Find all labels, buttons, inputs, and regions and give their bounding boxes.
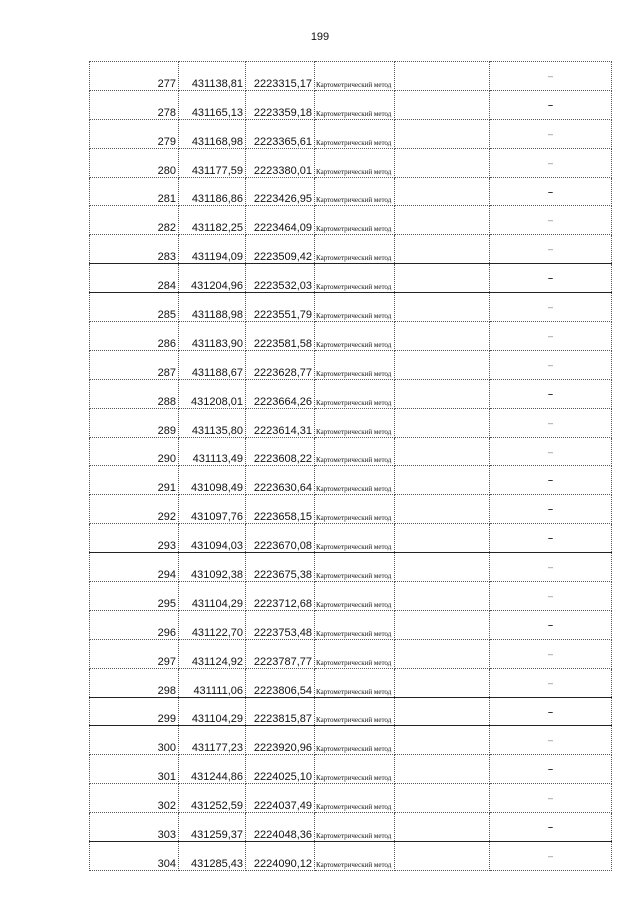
empty-cell bbox=[395, 206, 490, 235]
table-row bbox=[90, 177, 612, 206]
y-coordinate-cell: 2223920,96 bbox=[246, 726, 315, 755]
point-number-cell: 299 bbox=[90, 697, 179, 726]
x-coordinate-cell: 431252,59 bbox=[179, 784, 246, 813]
point-number-cell: 280 bbox=[90, 148, 179, 177]
table-row bbox=[90, 524, 612, 553]
point-number-cell: 295 bbox=[90, 582, 179, 611]
note-cell: – bbox=[490, 350, 612, 379]
table-row bbox=[90, 495, 612, 524]
note-cell: – bbox=[490, 148, 612, 177]
point-number-cell: 286 bbox=[90, 322, 179, 351]
y-coordinate-cell: 2223630,64 bbox=[246, 466, 315, 495]
x-coordinate-cell: 431111,06 bbox=[179, 668, 246, 697]
empty-cell bbox=[395, 350, 490, 379]
note-cell: – bbox=[490, 293, 612, 322]
method-cell: Картометрический метод bbox=[315, 668, 395, 697]
table-row bbox=[90, 610, 612, 639]
x-coordinate-cell: 431204,96 bbox=[179, 264, 246, 293]
note-cell: – bbox=[490, 813, 612, 842]
y-coordinate-cell: 2223628,77 bbox=[246, 350, 315, 379]
y-coordinate-cell: 2223670,08 bbox=[246, 524, 315, 553]
y-coordinate-cell: 2223614,31 bbox=[246, 408, 315, 437]
note-cell: – bbox=[490, 90, 612, 119]
empty-cell bbox=[395, 668, 490, 697]
method-cell: Картометрический метод bbox=[315, 813, 395, 842]
table-row bbox=[90, 408, 612, 437]
x-coordinate-cell: 431259,37 bbox=[179, 813, 246, 842]
method-cell: Картометрический метод bbox=[315, 726, 395, 755]
empty-cell bbox=[395, 524, 490, 553]
y-coordinate-cell: 2223509,42 bbox=[246, 235, 315, 264]
x-coordinate-cell: 431104,29 bbox=[179, 697, 246, 726]
note-cell: – bbox=[490, 524, 612, 553]
table-row bbox=[90, 784, 612, 813]
empty-cell bbox=[395, 119, 490, 148]
empty-cell bbox=[395, 495, 490, 524]
empty-cell bbox=[395, 379, 490, 408]
method-cell: Картометрический метод bbox=[315, 495, 395, 524]
point-number-cell: 282 bbox=[90, 206, 179, 235]
table-row bbox=[90, 755, 612, 784]
x-coordinate-cell: 431165,13 bbox=[179, 90, 246, 119]
x-coordinate-cell: 431124,92 bbox=[179, 639, 246, 668]
y-coordinate-cell: 2223815,87 bbox=[246, 697, 315, 726]
method-cell: Картометрический метод bbox=[315, 206, 395, 235]
point-number-cell: 281 bbox=[90, 177, 179, 206]
x-coordinate-cell: 431177,59 bbox=[179, 148, 246, 177]
method-cell: Картометрический метод bbox=[315, 90, 395, 119]
y-coordinate-cell: 2223753,48 bbox=[246, 610, 315, 639]
empty-cell bbox=[395, 177, 490, 206]
y-coordinate-cell: 2223532,03 bbox=[246, 264, 315, 293]
note-cell: – bbox=[490, 466, 612, 495]
x-coordinate-cell: 431097,76 bbox=[179, 495, 246, 524]
coordinates-table bbox=[89, 61, 612, 871]
y-coordinate-cell: 2223675,38 bbox=[246, 553, 315, 582]
method-cell: Картометрический метод bbox=[315, 119, 395, 148]
note-cell: – bbox=[490, 784, 612, 813]
method-cell: Картометрический метод bbox=[315, 466, 395, 495]
x-coordinate-cell: 431285,43 bbox=[179, 842, 246, 871]
table-row bbox=[90, 842, 612, 871]
table-row bbox=[90, 437, 612, 466]
y-coordinate-cell: 2224037,49 bbox=[246, 784, 315, 813]
point-number-cell: 291 bbox=[90, 466, 179, 495]
method-cell: Картометрический метод bbox=[315, 553, 395, 582]
x-coordinate-cell: 431177,23 bbox=[179, 726, 246, 755]
y-coordinate-cell: 2223365,61 bbox=[246, 119, 315, 148]
method-cell: Картометрический метод bbox=[315, 842, 395, 871]
note-cell: – bbox=[490, 408, 612, 437]
table-row bbox=[90, 813, 612, 842]
note-cell: – bbox=[490, 206, 612, 235]
method-cell: Картометрический метод bbox=[315, 524, 395, 553]
y-coordinate-cell: 2223359,18 bbox=[246, 90, 315, 119]
point-number-cell: 302 bbox=[90, 784, 179, 813]
method-cell: Картометрический метод bbox=[315, 264, 395, 293]
point-number-cell: 285 bbox=[90, 293, 179, 322]
y-coordinate-cell: 2223712,68 bbox=[246, 582, 315, 611]
note-cell: – bbox=[490, 264, 612, 293]
table-row bbox=[90, 639, 612, 668]
note-cell: – bbox=[490, 726, 612, 755]
point-number-cell: 304 bbox=[90, 842, 179, 871]
point-number-cell: 300 bbox=[90, 726, 179, 755]
empty-cell bbox=[395, 264, 490, 293]
note-cell: – bbox=[490, 62, 612, 91]
point-number-cell: 298 bbox=[90, 668, 179, 697]
y-coordinate-cell: 2223608,22 bbox=[246, 437, 315, 466]
point-number-cell: 288 bbox=[90, 379, 179, 408]
x-coordinate-cell: 431104,29 bbox=[179, 582, 246, 611]
note-cell: – bbox=[490, 639, 612, 668]
point-number-cell: 294 bbox=[90, 553, 179, 582]
y-coordinate-cell: 2224025,10 bbox=[246, 755, 315, 784]
note-cell: – bbox=[490, 177, 612, 206]
point-number-cell: 277 bbox=[90, 62, 179, 91]
x-coordinate-cell: 431183,90 bbox=[179, 322, 246, 351]
y-coordinate-cell: 2223380,01 bbox=[246, 148, 315, 177]
empty-cell bbox=[395, 697, 490, 726]
x-coordinate-cell: 431188,67 bbox=[179, 350, 246, 379]
x-coordinate-cell: 431122,70 bbox=[179, 610, 246, 639]
point-number-cell: 301 bbox=[90, 755, 179, 784]
y-coordinate-cell: 2223806,54 bbox=[246, 668, 315, 697]
method-cell: Картометрический метод bbox=[315, 293, 395, 322]
point-number-cell: 284 bbox=[90, 264, 179, 293]
table-row bbox=[90, 322, 612, 351]
method-cell: Картометрический метод bbox=[315, 755, 395, 784]
y-coordinate-cell: 2224048,36 bbox=[246, 813, 315, 842]
note-cell: – bbox=[490, 495, 612, 524]
x-coordinate-cell: 431244,86 bbox=[179, 755, 246, 784]
x-coordinate-cell: 431135,80 bbox=[179, 408, 246, 437]
note-cell: – bbox=[490, 668, 612, 697]
y-coordinate-cell: 2224090,12 bbox=[246, 842, 315, 871]
point-number-cell: 289 bbox=[90, 408, 179, 437]
table-row bbox=[90, 264, 612, 293]
method-cell: Картометрический метод bbox=[315, 437, 395, 466]
empty-cell bbox=[395, 322, 490, 351]
table-row bbox=[90, 90, 612, 119]
method-cell: Картометрический метод bbox=[315, 322, 395, 351]
note-cell: – bbox=[490, 379, 612, 408]
page-number: 199 bbox=[310, 31, 330, 43]
table-row bbox=[90, 726, 612, 755]
y-coordinate-cell: 2223426,95 bbox=[246, 177, 315, 206]
empty-cell bbox=[395, 293, 490, 322]
y-coordinate-cell: 2223658,15 bbox=[246, 495, 315, 524]
empty-cell bbox=[395, 235, 490, 264]
method-cell: Картометрический метод bbox=[315, 235, 395, 264]
point-number-cell: 278 bbox=[90, 90, 179, 119]
point-number-cell: 290 bbox=[90, 437, 179, 466]
x-coordinate-cell: 431194,09 bbox=[179, 235, 246, 264]
table-row bbox=[90, 119, 612, 148]
empty-cell bbox=[395, 813, 490, 842]
x-coordinate-cell: 431138,81 bbox=[179, 62, 246, 91]
point-number-cell: 279 bbox=[90, 119, 179, 148]
note-cell: – bbox=[490, 755, 612, 784]
empty-cell bbox=[395, 437, 490, 466]
empty-cell bbox=[395, 610, 490, 639]
note-cell: – bbox=[490, 582, 612, 611]
method-cell: Картометрический метод bbox=[315, 610, 395, 639]
y-coordinate-cell: 2223315,17 bbox=[246, 62, 315, 91]
x-coordinate-cell: 431168,98 bbox=[179, 119, 246, 148]
note-cell: – bbox=[490, 235, 612, 264]
method-cell: Картометрический метод bbox=[315, 350, 395, 379]
empty-cell bbox=[395, 842, 490, 871]
empty-cell bbox=[395, 726, 490, 755]
y-coordinate-cell: 2223581,58 bbox=[246, 322, 315, 351]
table-row bbox=[90, 235, 612, 264]
x-coordinate-cell: 431092,38 bbox=[179, 553, 246, 582]
method-cell: Картометрический метод bbox=[315, 177, 395, 206]
x-coordinate-cell: 431208,01 bbox=[179, 379, 246, 408]
y-coordinate-cell: 2223551,79 bbox=[246, 293, 315, 322]
table-row bbox=[90, 553, 612, 582]
method-cell: Картометрический метод bbox=[315, 379, 395, 408]
point-number-cell: 303 bbox=[90, 813, 179, 842]
method-cell: Картометрический метод bbox=[315, 697, 395, 726]
method-cell: Картометрический метод bbox=[315, 62, 395, 91]
method-cell: Картометрический метод bbox=[315, 148, 395, 177]
method-cell: Картометрический метод bbox=[315, 784, 395, 813]
table-row bbox=[90, 582, 612, 611]
point-number-cell: 296 bbox=[90, 610, 179, 639]
empty-cell bbox=[395, 784, 490, 813]
coordinates-table-body bbox=[90, 62, 612, 871]
x-coordinate-cell: 431113,49 bbox=[179, 437, 246, 466]
x-coordinate-cell: 431094,03 bbox=[179, 524, 246, 553]
point-number-cell: 297 bbox=[90, 639, 179, 668]
point-number-cell: 293 bbox=[90, 524, 179, 553]
y-coordinate-cell: 2223464,09 bbox=[246, 206, 315, 235]
y-coordinate-cell: 2223664,26 bbox=[246, 379, 315, 408]
empty-cell bbox=[395, 639, 490, 668]
note-cell: – bbox=[490, 842, 612, 871]
x-coordinate-cell: 431182,25 bbox=[179, 206, 246, 235]
point-number-cell: 283 bbox=[90, 235, 179, 264]
empty-cell bbox=[395, 90, 490, 119]
point-number-cell: 287 bbox=[90, 350, 179, 379]
method-cell: Картометрический метод bbox=[315, 582, 395, 611]
table-row bbox=[90, 350, 612, 379]
note-cell: – bbox=[490, 437, 612, 466]
table-row bbox=[90, 697, 612, 726]
method-cell: Картометрический метод bbox=[315, 639, 395, 668]
note-cell: – bbox=[490, 697, 612, 726]
table-row bbox=[90, 379, 612, 408]
empty-cell bbox=[395, 62, 490, 91]
table-row bbox=[90, 206, 612, 235]
x-coordinate-cell: 431186,86 bbox=[179, 177, 246, 206]
note-cell: – bbox=[490, 322, 612, 351]
empty-cell bbox=[395, 755, 490, 784]
x-coordinate-cell: 431188,98 bbox=[179, 293, 246, 322]
table-row bbox=[90, 293, 612, 322]
x-coordinate-cell: 431098,49 bbox=[179, 466, 246, 495]
note-cell: – bbox=[490, 119, 612, 148]
table-row bbox=[90, 466, 612, 495]
table-row bbox=[90, 62, 612, 91]
table-row bbox=[90, 668, 612, 697]
table-row bbox=[90, 148, 612, 177]
empty-cell bbox=[395, 408, 490, 437]
empty-cell bbox=[395, 553, 490, 582]
y-coordinate-cell: 2223787,77 bbox=[246, 639, 315, 668]
method-cell: Картометрический метод bbox=[315, 408, 395, 437]
empty-cell bbox=[395, 148, 490, 177]
empty-cell bbox=[395, 582, 490, 611]
empty-cell bbox=[395, 466, 490, 495]
note-cell: – bbox=[490, 610, 612, 639]
note-cell: – bbox=[490, 553, 612, 582]
point-number-cell: 292 bbox=[90, 495, 179, 524]
